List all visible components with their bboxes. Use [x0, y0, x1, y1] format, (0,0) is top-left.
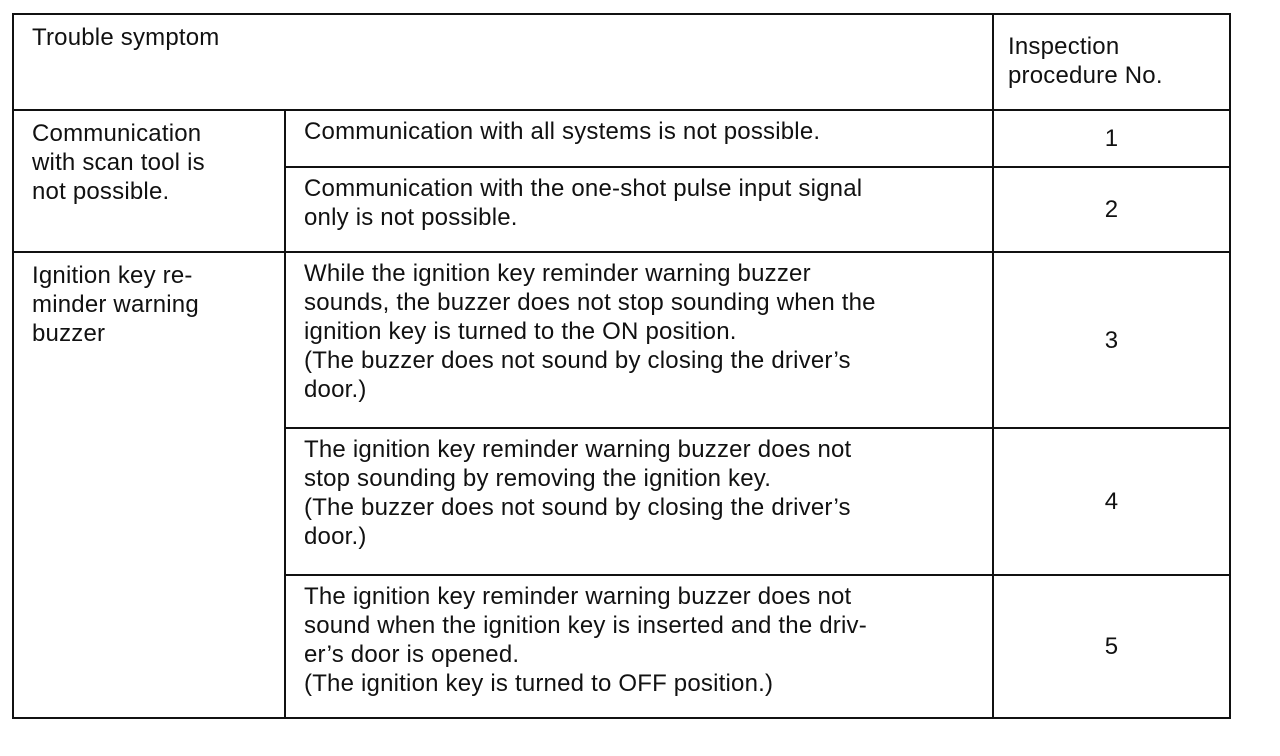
category-label: Communication with scan tool is not possible. — [32, 120, 205, 205]
procedure-number: 3 — [1104, 326, 1119, 354]
symptom-detail-cell — [285, 575, 993, 718]
symptom-description: Communication with all systems is not possible. — [304, 118, 821, 145]
procedure-number-cell — [993, 167, 1230, 252]
header-row — [13, 14, 1230, 110]
table-row — [13, 252, 1230, 428]
procedure-number: 2 — [1104, 196, 1119, 223]
table-row — [13, 110, 1230, 167]
procedure-number: 4 — [1104, 488, 1119, 515]
category-cell-ignition-key — [13, 252, 285, 718]
symptom-detail-cell — [285, 110, 993, 167]
category-label: Ignition key re- minder warning buzzer — [32, 262, 199, 347]
trouble-symptom-table — [12, 13, 1231, 719]
symptom-description: Communication with the one-shot pulse input signal only is not possible. — [304, 175, 863, 231]
symptom-description: The ignition key reminder warning buzzer does not sound when the ignition key is inserted and the driv- er’s door is opened. (The ignition key is turned to OFF position.) — [304, 583, 867, 697]
procedure-number-cell — [993, 110, 1230, 167]
procedure-number-cell — [993, 428, 1230, 575]
header-trouble-symptom — [13, 14, 993, 110]
symptom-detail-cell — [285, 428, 993, 575]
symptom-detail-cell — [285, 252, 993, 428]
procedure-number: 1 — [1104, 125, 1119, 152]
header-inspection-procedure-label: Inspection procedure No. — [1008, 33, 1163, 89]
symptom-description: While the ignition key reminder warning buzzer sounds, the buzzer does not stop sounding when the ignition key is turned to the ON position. (The buzzer does not sound by closing the driver’s door.) — [304, 260, 876, 403]
procedure-number-cell — [993, 575, 1230, 718]
header-trouble-symptom-label: Trouble symptom — [32, 24, 220, 51]
symptom-detail-cell — [285, 167, 993, 252]
symptom-description: The ignition key reminder warning buzzer does not stop sounding by removing the ignition key. (The buzzer does not sound by closing the driver’s door.) — [304, 436, 852, 550]
procedure-number: 5 — [1104, 633, 1119, 660]
procedure-number-cell — [993, 252, 1230, 428]
category-cell-communication — [13, 110, 285, 252]
header-inspection-procedure — [993, 14, 1230, 110]
